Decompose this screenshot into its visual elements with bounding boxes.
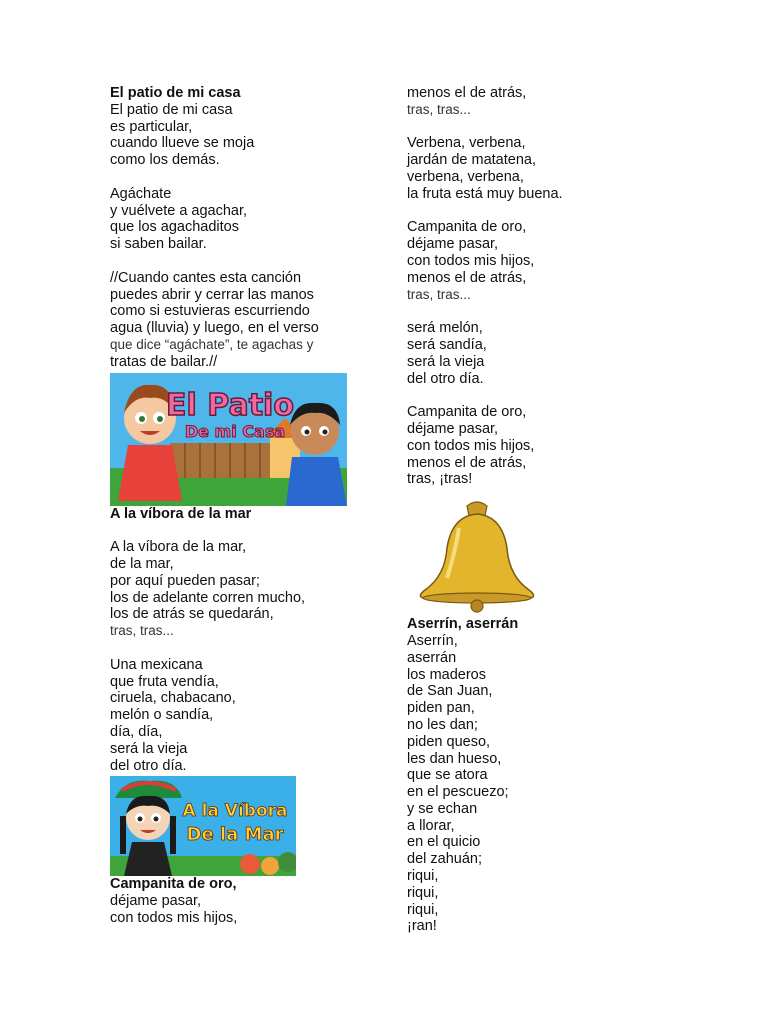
left-column: [110, 85, 370, 927]
lyric-line: los de adelante corren mucho,: [110, 589, 306, 606]
lyric-line: en el pescuezo;: [407, 784, 509, 801]
bell-illustration: [407, 498, 547, 616]
lyric-line: cuando llueve se moja: [110, 135, 255, 152]
lyric-line: piden queso,: [407, 733, 491, 750]
lyric-line: melón o sandía,: [110, 707, 214, 724]
lyric-line: ¡ran!: [407, 918, 437, 935]
lyric-line: con todos mis hijos,: [407, 252, 535, 269]
lyric-line: a llorar,: [407, 817, 455, 834]
lyric-line: aserrán: [407, 649, 457, 666]
instruction-line: agua (lluvia) y luego, en el verso: [110, 320, 319, 337]
lyric-line: de la mar,: [110, 555, 174, 572]
lyric-line: no les dan;: [407, 716, 478, 733]
lyric-line: del otro día.: [110, 757, 187, 774]
lyric-line: verbena, verbena,: [407, 168, 524, 185]
lyric-line: la fruta está muy buena.: [407, 185, 563, 202]
lyric-line: día, día,: [110, 723, 163, 740]
lyric-line: será la vieja: [110, 740, 188, 757]
patio-illustration: [110, 373, 347, 506]
lyric-line: los maderos: [407, 666, 486, 683]
lyric-line: menos el de atrás,: [407, 269, 527, 286]
patio-image-subtitle: De mi Casa: [184, 421, 286, 441]
song-title-vibora: A la víbora de la mar: [110, 505, 252, 522]
right-column: [407, 85, 667, 935]
patio-image-title: El Patio: [166, 387, 294, 423]
lyric-line: que los agachaditos: [110, 219, 239, 236]
lyric-line: por aquí pueden pasar;: [110, 572, 260, 589]
lyric-line: A la víbora de la mar,: [110, 539, 247, 556]
instruction-line: que dice “agáchate”, te agachas y: [110, 336, 314, 352]
lyric-line: los de atrás se quedarán,: [110, 606, 274, 623]
lyric-line: es particular,: [110, 118, 193, 135]
lyric-line: Agáchate: [110, 185, 172, 202]
vibora-image-subtitle: De la Mar: [186, 824, 284, 846]
lyric-line: del zahuán;: [407, 851, 482, 868]
lyric-line: si saben bailar.: [110, 236, 207, 253]
lyric-line: Campanita de oro,: [407, 404, 527, 421]
lyric-line: piden pan,: [407, 700, 475, 717]
song-title-aserrin: Aserrín, aserrán: [407, 616, 519, 633]
lyric-line: menos el de atrás,: [407, 454, 527, 471]
lyric-line: ciruela, chabacano,: [110, 690, 236, 707]
lyric-line: que fruta vendía,: [110, 673, 219, 690]
lyric-line: tras, tras...: [110, 623, 174, 639]
song-title-patio: El patio de mi casa: [110, 85, 241, 101]
lyric-line: con todos mis hijos,: [407, 437, 535, 454]
instruction-line: tratas de bailar.//: [110, 353, 218, 370]
instruction-line: //Cuando cantes esta canción: [110, 269, 302, 286]
lyric-line: y vuélvete a agachar,: [110, 202, 248, 219]
lyric-line: El patio de mi casa: [110, 101, 233, 118]
song-title-campanita: Campanita de oro,: [110, 876, 237, 893]
lyric-line: déjame pasar,: [407, 236, 499, 253]
lyric-line: riqui,: [407, 868, 439, 885]
lyric-line: de San Juan,: [407, 683, 493, 700]
lyric-line: Aserrín,: [407, 632, 458, 649]
lyric-line: será sandía,: [407, 336, 487, 353]
lyric-line: tras, ¡tras!: [407, 471, 473, 488]
lyric-line: Verbena, verbena,: [407, 135, 526, 152]
lyric-line: Una mexicana: [110, 656, 203, 673]
instruction-line: como si estuvieras escurriendo: [110, 303, 310, 320]
lyric-line: déjame pasar,: [407, 420, 499, 437]
lyric-line: riqui,: [407, 884, 439, 901]
lyric-line: déjame pasar,: [110, 893, 202, 910]
lyric-line: tras, tras...: [407, 286, 471, 302]
lyric-line: les dan hueso,: [407, 750, 502, 767]
lyric-line: que se atora: [407, 767, 488, 784]
lyric-line: del otro día.: [407, 370, 484, 387]
lyric-line: menos el de atrás,: [407, 85, 527, 101]
vibora-image-title: A la Víbora: [182, 801, 288, 822]
lyric-line: tras, tras...: [407, 101, 471, 117]
lyric-line: Campanita de oro,: [407, 219, 527, 236]
lyric-line: será la vieja: [407, 353, 485, 370]
lyric-line: en el quicio: [407, 834, 481, 851]
lyric-line: como los demás.: [110, 152, 220, 169]
vibora-illustration: [110, 776, 296, 876]
lyric-line: jardán de matatena,: [407, 152, 536, 169]
lyric-line: riqui,: [407, 901, 439, 918]
lyric-line: y se echan: [407, 800, 478, 817]
instruction-line: puedes abrir y cerrar las manos: [110, 286, 314, 303]
lyric-line: con todos mis hijos,: [110, 909, 238, 926]
lyric-line: será melón,: [407, 320, 483, 337]
